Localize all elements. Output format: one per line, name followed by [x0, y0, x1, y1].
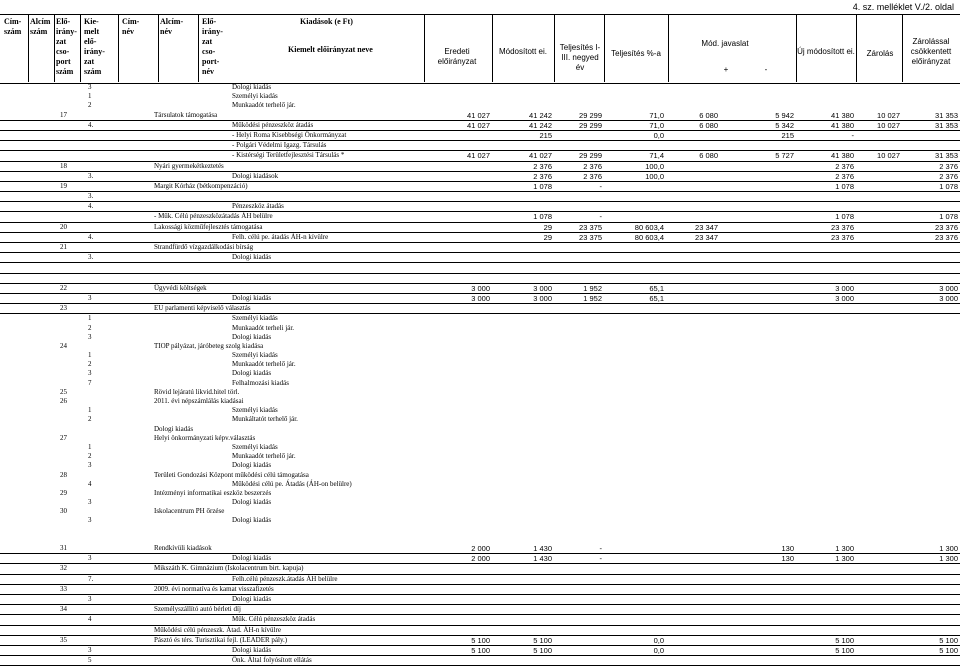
row-value: 31 353	[935, 110, 958, 120]
row-value: 1 300	[939, 544, 958, 553]
row-value: 23 375	[579, 222, 602, 232]
row-value: 2 376	[835, 161, 854, 171]
row-label: Pénzeszköz átadás	[232, 202, 284, 211]
row-subcode: 3	[88, 293, 92, 302]
row-label: Rövid lejáratú likvid.hitel törl.	[154, 387, 240, 396]
table-row	[0, 480, 960, 489]
col-alcimszam: Alcím szám	[30, 17, 51, 36]
table-row	[0, 388, 960, 397]
row-subcode: 1	[88, 92, 92, 101]
row-value: 41 027	[467, 120, 490, 130]
row-label: Intézményi informatikai eszköz beszerzés	[154, 488, 272, 497]
row-label: Dologi kiadás	[232, 83, 272, 91]
row-value: 1 300	[835, 554, 854, 564]
row-value: 23 347	[695, 232, 718, 242]
table-row	[0, 636, 960, 646]
col-eloiranyzat-csoport: Elő- irány- zat cso- port szám	[56, 17, 77, 76]
row-label: Műk. Célú pénzeszköz átadás	[232, 615, 316, 624]
row-label: Személyi kiadás	[232, 314, 278, 323]
row-value: 1 430	[533, 544, 552, 553]
row-value: 41 242	[529, 110, 552, 120]
table-row	[0, 516, 960, 525]
table-row	[0, 192, 960, 202]
row-label: Dologi kiadás	[232, 461, 272, 470]
row-value: 3 000	[939, 293, 958, 303]
row-code: 20	[60, 222, 67, 231]
row-value: 2 376	[533, 161, 552, 171]
row-label: - Kistérségi Területfejlesztési Társulás *	[232, 151, 345, 160]
table-row	[0, 605, 960, 615]
row-label: Pásztó és térs. Turisztikai fejl. (LEADER pály.)	[154, 635, 288, 644]
row-subcode: 7.	[88, 574, 94, 583]
row-value: 2 000	[471, 554, 490, 564]
table-row	[0, 425, 960, 434]
row-value: 0,0	[653, 645, 664, 655]
table-row	[0, 101, 960, 110]
row-value: 6 080	[699, 110, 718, 120]
row-value: 5 342	[775, 120, 794, 130]
row-label: Működési pénzeszköz átadás	[232, 120, 314, 129]
table-row	[0, 233, 960, 243]
row-subcode: 4.	[88, 202, 94, 211]
table-row	[0, 182, 960, 192]
table-row	[0, 162, 960, 172]
col-zarolassal: Zárolással csökkentett előirányzat	[910, 37, 952, 66]
row-value: 100,0	[645, 171, 664, 181]
table-row	[0, 294, 960, 304]
row-value: 0,0	[653, 130, 664, 140]
row-subcode: 2	[88, 101, 92, 110]
row-label: Munkáltatót terhelő jár.	[232, 415, 298, 424]
row-code: 25	[60, 387, 67, 396]
row-label: Dologi kiadások	[232, 171, 279, 180]
row-value: -	[599, 554, 602, 564]
row-label: Személyi kiadás	[232, 351, 278, 360]
row-subcode: 2	[88, 360, 92, 369]
row-subcode: 1	[88, 314, 92, 323]
table-row	[0, 351, 960, 360]
row-value: 5 100	[835, 635, 854, 645]
row-label: Rendkívüli kiadások	[154, 544, 212, 552]
col-zarolas: Zárolás	[866, 49, 894, 58]
col-mod-javaslat: Mód. javaslat	[701, 39, 749, 48]
row-code: 27	[60, 433, 67, 442]
row-subcode: 1	[88, 442, 92, 451]
row-value: 71,0	[649, 120, 664, 130]
col-kiemelt: Kie- melt elő- irány- zat szám	[84, 17, 105, 76]
row-label: Nyári gyermekétkeztetés	[154, 161, 224, 170]
table-row	[0, 544, 960, 554]
row-value: 130	[781, 554, 794, 564]
table-row	[0, 452, 960, 461]
table-row	[0, 314, 960, 323]
row-subcode: 4.	[88, 232, 94, 241]
table-row	[0, 507, 960, 516]
row-value: 215	[781, 130, 794, 140]
row-code: 22	[60, 283, 67, 292]
table-row	[0, 324, 960, 333]
row-label: Iskolacentrum PH őrzése	[154, 507, 225, 516]
row-value: 1 078	[533, 212, 552, 222]
row-value: 5 100	[533, 645, 552, 655]
col-cimszam: Cím- szám	[4, 17, 22, 36]
row-label: Dologi kiadás	[232, 293, 272, 302]
row-label: Dologi kiadás	[232, 645, 272, 654]
table-row	[0, 564, 960, 574]
table-row	[0, 397, 960, 406]
page-label: 4. sz. melléklet V./2. oldal	[852, 2, 954, 12]
row-label: Munkaadót terheli jár.	[232, 323, 295, 332]
row-value: 100,0	[645, 161, 664, 171]
row-label: Lakossági közműfejlesztés támogatása	[154, 222, 263, 231]
row-value: 3 000	[939, 283, 958, 293]
table-row	[0, 274, 960, 284]
row-label: EU parlamenti képviselő választás	[154, 304, 251, 313]
row-subcode: 3	[88, 594, 92, 603]
row-value: -	[599, 544, 602, 553]
row-value: 23 347	[695, 222, 718, 232]
row-code: 32	[60, 564, 67, 573]
row-subcode: 4	[88, 479, 92, 488]
row-subcode: 3	[88, 332, 92, 341]
row-value: 6 080	[699, 120, 718, 130]
row-label: Strandfürdő vízgazdálkodási bírság	[154, 243, 254, 251]
row-label: Személyi kiadás	[232, 442, 278, 451]
row-value: 10 027	[877, 120, 900, 130]
row-label: Területi Gondozási Központ működési célú támogatása	[154, 470, 309, 479]
row-label: Dologi kiadás	[154, 424, 194, 433]
row-value: 2 376	[939, 171, 958, 181]
row-code: 24	[60, 341, 67, 350]
row-value: 1 300	[939, 554, 958, 564]
table-row	[0, 284, 960, 294]
row-value: 5 100	[471, 635, 490, 645]
table-row	[0, 646, 960, 656]
row-value: 1 078	[835, 212, 854, 222]
row-value: 130	[781, 544, 794, 553]
row-value: 71,0	[649, 110, 664, 120]
row-subcode: 5	[88, 656, 92, 665]
row-subcode: 4	[88, 615, 92, 624]
row-value: 6 080	[699, 151, 718, 161]
row-label: Dologi kiadás	[232, 369, 272, 378]
row-label: Felhalmozási kiadás	[232, 378, 289, 387]
row-value: 1 078	[835, 181, 854, 191]
row-code: 26	[60, 397, 67, 405]
table-row	[0, 369, 960, 378]
row-label: Munkaadót terhelő jár.	[232, 452, 296, 461]
col-modositott: Módosított ei.	[498, 47, 548, 56]
row-code: 35	[60, 635, 67, 644]
row-value: 5 942	[775, 110, 794, 120]
row-subcode: 3.	[88, 171, 94, 180]
row-value: 1 078	[533, 181, 552, 191]
table-row	[0, 92, 960, 101]
row-value: 3 000	[471, 283, 490, 293]
table-row	[0, 434, 960, 443]
row-subcode: 1	[88, 351, 92, 360]
row-code: 30	[60, 507, 67, 516]
table-row	[0, 415, 960, 424]
col-teljesites-pct: Teljesítés %-a	[611, 49, 661, 58]
row-value: 1 078	[939, 212, 958, 222]
row-subcode: 1	[88, 406, 92, 415]
row-value: 2 376	[583, 161, 602, 171]
row-value: 1 078	[939, 181, 958, 191]
table-row	[0, 304, 960, 314]
col-kiadasok: Kiadások (e Ft)	[300, 17, 353, 26]
col-teljesites: Teljesítés I-III. negyed év	[559, 43, 601, 72]
row-label: 2009. évi normatíva és kamat visszafizetés	[154, 584, 274, 593]
row-label: Felh. célú pe. átadás ÁH-n kívülre	[232, 232, 329, 241]
table-row	[0, 342, 960, 351]
row-subcode: 3	[88, 461, 92, 470]
row-code: 17	[60, 110, 67, 119]
row-subcode: 3	[88, 516, 92, 525]
row-label: Munkaadót terhelő jár.	[232, 360, 296, 369]
col-eredeti: Eredeti előirányzat	[437, 47, 477, 66]
row-subcode: 3.	[88, 253, 94, 262]
table-row	[0, 141, 960, 151]
row-label: Dologi kiadás	[232, 253, 272, 262]
row-label: TIOP pályázat, járóbeteg szolg kiadása	[154, 341, 264, 350]
table-row	[0, 172, 960, 182]
row-value: -	[599, 181, 602, 191]
row-code: 33	[60, 584, 67, 593]
table-row	[0, 223, 960, 233]
row-value: 41 380	[831, 151, 854, 161]
row-value: 3 000	[533, 293, 552, 303]
table-row	[0, 471, 960, 480]
table-row	[0, 585, 960, 595]
row-code: 18	[60, 161, 67, 170]
col-plus: +	[723, 65, 729, 74]
row-code: 23	[60, 304, 67, 313]
row-label: Mikszáth K. Gimnázium (Iskolacentrum birt. kapuja)	[154, 564, 304, 573]
row-label: Személyi kiadás	[232, 406, 278, 415]
row-value: 23 375	[579, 232, 602, 242]
row-value: 5 100	[533, 635, 552, 645]
row-value: 2 000	[471, 544, 490, 553]
table-row	[0, 535, 960, 544]
row-label: Dologi kiadás	[232, 498, 272, 507]
row-label: Dologi kiadás	[232, 516, 272, 525]
row-value: 5 100	[939, 635, 958, 645]
row-subcode: 3	[88, 369, 92, 378]
row-subcode: 2	[88, 323, 92, 332]
row-value: 2 376	[533, 171, 552, 181]
row-value: 65,1	[649, 293, 664, 303]
row-label: - Helyi Roma Kisebbségi Önkormányzat	[232, 130, 347, 139]
row-label: Munkaadót terhelő jár.	[232, 101, 296, 110]
row-value: 215	[539, 130, 552, 140]
row-value: 3 000	[471, 293, 490, 303]
row-subcode: 3	[88, 554, 92, 563]
row-subcode: 3	[88, 645, 92, 654]
table-row	[0, 243, 960, 253]
row-subcode: 3	[88, 83, 92, 91]
table-row	[0, 554, 960, 564]
row-subcode: 4.	[88, 120, 94, 129]
row-label: Dologi kiadás	[232, 332, 272, 341]
col-alcimnev: Alcím- név	[160, 17, 184, 36]
row-subcode: 3.	[88, 192, 94, 201]
row-value: 10 027	[877, 151, 900, 161]
row-label: Ügyvédi költségek	[154, 283, 207, 292]
table-row	[0, 443, 960, 452]
row-label: Önk. Által folyósított ellátás	[232, 656, 312, 665]
row-value: 29	[543, 232, 552, 242]
table-row	[0, 111, 960, 121]
row-label: Működési célú pénzeszk. Átad. ÁH-n kívülre	[154, 625, 281, 634]
table-row	[0, 595, 960, 605]
row-code: 28	[60, 470, 67, 479]
table-row	[0, 656, 960, 666]
row-value: 31 353	[935, 151, 958, 161]
row-value: -	[599, 212, 602, 222]
table-row	[0, 379, 960, 388]
row-label: Személyi kiadás	[232, 92, 278, 101]
row-value: 3 000	[533, 283, 552, 293]
row-value: 3 000	[835, 293, 854, 303]
table-row	[0, 121, 960, 131]
col-cimnev: Cím- név	[122, 17, 140, 36]
row-value: 3 000	[835, 283, 854, 293]
table-row	[0, 202, 960, 212]
row-value: 5 100	[471, 645, 490, 655]
row-value: 10 027	[877, 110, 900, 120]
table-row	[0, 615, 960, 625]
table-row	[0, 406, 960, 415]
table-row	[0, 526, 960, 535]
row-subcode: 3	[88, 498, 92, 507]
row-value: 31 353	[935, 120, 958, 130]
row-value: 29 299	[579, 110, 602, 120]
row-label: 2011. évi népszámlálás kiadásai	[154, 397, 244, 405]
row-value: 41 027	[467, 110, 490, 120]
row-value: 23 376	[831, 222, 854, 232]
row-value: 1 430	[533, 554, 552, 564]
row-label: - Műk. Célú pénzeszközátadás ÁH belülre	[154, 212, 273, 221]
table-row	[0, 151, 960, 161]
row-value: 41 027	[467, 151, 490, 161]
row-value: 2 376	[835, 171, 854, 181]
col-uj-modositott: Új módosított ei.	[797, 47, 855, 56]
table-row	[0, 575, 960, 585]
row-value: 0,0	[653, 635, 664, 645]
col-eloiranyzat-csoport-nev: Elő- irány- zat cso- port- név	[202, 17, 223, 76]
table-row	[0, 131, 960, 141]
row-value: -	[851, 130, 854, 140]
col-kiemelt-neve: Kiemelt előirányzat neve	[288, 45, 373, 54]
row-code: 19	[60, 181, 67, 190]
row-label: Felh.célú pénzeszk.átadás ÁH belülre	[232, 574, 338, 583]
row-value: 5 727	[775, 151, 794, 161]
col-minus: -	[764, 65, 768, 74]
row-code: 29	[60, 488, 67, 497]
row-value: 5 100	[835, 645, 854, 655]
row-value: 41 242	[529, 120, 552, 130]
budget-table	[0, 83, 960, 666]
table-row	[0, 626, 960, 636]
table-row	[0, 333, 960, 342]
row-value: 80 603,4	[634, 232, 664, 242]
row-subcode: 2	[88, 415, 92, 424]
row-label: Személyszállító autó bérleti díj	[154, 605, 241, 614]
row-value: 65,1	[649, 283, 664, 293]
row-value: 29	[543, 222, 552, 232]
row-value: 23 376	[831, 232, 854, 242]
table-row	[0, 498, 960, 507]
row-value: 5 100	[939, 645, 958, 655]
row-value: 41 380	[831, 120, 854, 130]
table-row	[0, 212, 960, 222]
table-row	[0, 461, 960, 470]
row-label: Társulatok támogatása	[154, 110, 218, 119]
table-row	[0, 489, 960, 498]
table-row	[0, 360, 960, 369]
row-code: 34	[60, 605, 67, 614]
row-value: 71,4	[649, 151, 664, 161]
row-label: Dologi kiadás	[232, 594, 272, 603]
row-value: 41 380	[831, 110, 854, 120]
row-code: 31	[60, 544, 67, 552]
row-label: Működési célú pe. Átadás (ÁH-on belülre)	[232, 479, 352, 488]
row-subcode: 2	[88, 452, 92, 461]
row-label: - Polgári Védelmi Igazg. Társulás	[232, 141, 327, 150]
row-code: 21	[60, 243, 67, 251]
row-value: 41 027	[529, 151, 552, 161]
table-header	[0, 14, 960, 84]
row-value: 23 376	[935, 232, 958, 242]
table-row	[0, 253, 960, 263]
row-value: 1 300	[835, 544, 854, 553]
row-value: 80 603,4	[634, 222, 664, 232]
table-row	[0, 83, 960, 92]
row-value: 29 299	[579, 151, 602, 161]
row-value: 29 299	[579, 120, 602, 130]
row-value: 23 376	[935, 222, 958, 232]
row-value: 1 952	[583, 293, 602, 303]
row-label: Helyi önkormányzati képv.választás	[154, 433, 256, 442]
row-label: Dologi kiadás	[232, 554, 272, 563]
row-subcode: 7	[88, 378, 92, 387]
row-value: 1 952	[583, 283, 602, 293]
row-value: 2 376	[939, 161, 958, 171]
row-value: 2 376	[583, 171, 602, 181]
row-label: Margit Kórház (bétkompenzáció)	[154, 181, 248, 190]
table-row	[0, 263, 960, 273]
